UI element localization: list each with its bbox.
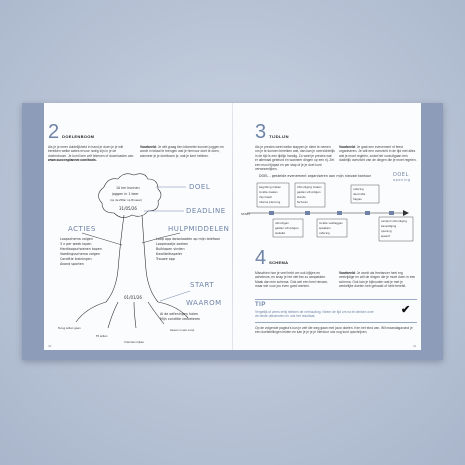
timeline-box-item: hapjes	[353, 198, 362, 201]
timeline-box-item: opening	[381, 230, 392, 233]
root-label-3: Vrienden kijken	[124, 341, 145, 344]
tools-url[interactable]: www.succesplanner.com/tools.	[48, 158, 97, 163]
left-edge-band	[22, 103, 44, 360]
acties-item: Voedingsschema volgen	[60, 252, 100, 256]
open-book-spread	[22, 103, 443, 360]
tip-text: Vergelijk of wees erbij hebben de verhouding. Neem de tijd om na te denken over de beste uitkomsten en ook het resultaat.	[255, 310, 374, 319]
right-edge-band	[421, 103, 443, 360]
acties-item: Avond sporten	[60, 262, 84, 266]
goal-tree-drawing	[44, 165, 232, 355]
root-label-4: Geven in een Loop	[170, 329, 195, 332]
timeline-start: START	[241, 212, 251, 216]
waarom-item: Mijn conditie verbeteren	[160, 317, 201, 321]
timeline-box-item: Uitnodiging maken	[297, 186, 322, 189]
page-number-right: 41	[413, 344, 417, 348]
timeline-box-item: locatie zoeken	[259, 191, 278, 194]
example-text	[140, 145, 230, 158]
timeline-goal-sub: opening	[393, 178, 411, 182]
example-body: : Je wilt graag tien kilometer kunnen joggen en wordt in totaal te brengen wat je hiervoor doet te doen, wanneer je je doelboom je, wat je kent hebben.	[140, 145, 224, 158]
crown-line-2: joggen in 1 keer	[112, 192, 139, 196]
label-deadline: DEADLINE	[186, 207, 226, 215]
timeline-title: DOEL - gestelde evenement organiseren aan mijn nieuwe kantoor	[259, 174, 372, 178]
timeline-text: Als je precies weet welke stappen je dient te nemen om je te kunnen bereiken wat, dan kan je overzichtelijk in de tijd is een tijdlijn handig. Zo weet je precies wat er allemaal gebeurd en wanneer dingen op een rij. Zet een mooi tijdpad en per stap of je je doel kunt verwezenlijken.	[255, 145, 335, 172]
hulpmiddel-item: Loop app downloaden op mijn telefoon	[156, 237, 221, 241]
example-body: : Je wordt als freelancer heel erg veelzijdige en wilt de dingen die je moet doen in een schema. Ook kan je bijhouden wat je met je werkelijke doelen heb gehaald of hebt bereikt.	[339, 271, 416, 289]
section-title: TIJDLIJN	[269, 134, 289, 139]
tip-divider-bottom	[255, 322, 417, 323]
acties-item: Hardloopschoenen kopen	[60, 247, 102, 251]
page-number-left: 40	[48, 344, 52, 348]
left-page	[44, 103, 232, 350]
crown-line-1: 10 km kunnen	[116, 186, 140, 190]
schema-example	[339, 271, 417, 289]
timeline-box-item: interne planning	[259, 201, 281, 204]
section-title: DOELENBOOM	[62, 134, 95, 139]
timeline-box-item: verzend uitnodiging	[381, 220, 407, 223]
example-label: Voorbeeld	[140, 145, 156, 149]
section-title: SCHEMA	[269, 260, 289, 265]
section-number: 3	[255, 121, 267, 143]
timeline-arrow	[403, 210, 409, 216]
checkmark-icon: ✔	[401, 304, 411, 316]
hulpmiddel-item: Loopmaatje zoeken	[156, 242, 189, 246]
root-label-1: Terug willen gaan	[58, 327, 81, 330]
example-label: Voorbeeld	[339, 145, 355, 149]
waarom-item: Al de oefeningen halen	[160, 312, 199, 316]
example-body: : Je gaat een evenement of feest organiseren. Je wilt een overzicht in de tijd met alles wat je moet regelen, zodat het vooruitgaan een duidelijk overzicht van de dingen die je moet regelen.	[339, 145, 417, 163]
timeline-box-item: locatie vastleggen	[319, 222, 343, 225]
timeline-box-item: stands	[297, 196, 306, 199]
timeline-box-item: decoratie	[353, 193, 366, 196]
timeline-box-item: catering	[353, 188, 364, 191]
tree-trunk	[106, 215, 158, 302]
label-doel: DOEL	[189, 183, 211, 191]
date-start: 01/01/26	[124, 295, 142, 300]
timeline-drawing	[233, 169, 421, 249]
section-number: 2	[48, 121, 60, 143]
timeline-box-item: website	[275, 232, 286, 235]
label-start: START	[190, 281, 215, 289]
timeline-box-item: speech	[381, 235, 391, 238]
timeline-box-item: gasten uitnodigen	[275, 227, 299, 230]
schema-text: Misschien hoe je veel hebt om ook kijkjes en acheteurs, en snap je het niet fan zo aanpakken. Maak dan een schema. Ook wel een heel nieuwe, maar wie voor jou even goed werken.	[255, 271, 328, 289]
section-2-heading	[48, 123, 94, 141]
timeline-box-item: begroting maken	[259, 186, 282, 189]
hulpmiddel-item: Kwaliteitsspeler	[156, 252, 183, 256]
tip-divider	[255, 299, 417, 300]
hulpmiddel-item: Trouwe app	[156, 257, 175, 261]
example-label: Voorbeeld	[339, 271, 355, 275]
timeline-box-item: bevestiging	[381, 225, 397, 228]
timeline-example	[339, 145, 417, 163]
hulpmiddel-item: Buiklopen vinden	[156, 247, 185, 251]
right-page	[233, 103, 421, 350]
acties-item: 3 x per week lopen	[60, 242, 92, 246]
section-4-heading	[255, 249, 288, 267]
date-deadline: 31/05/26	[119, 206, 137, 211]
intro-body: Als je je meer duidelijkheid in hand je doen je je wilt bereiken welke acties ervoor nodig zijn in je de doelenboom. Je kunt hem zelf tekenen of downloaden van:	[48, 145, 135, 158]
closing-text: Op de volgende pagina's kun je zelf die weg gaan met jouw doelen. Ken het eind van. Wil maandagavond je een doelstellingen leiden en kan je je je je hierdoor ook nog kunt opschrijven.	[255, 326, 413, 335]
acties-item: Loopschema volgen	[60, 237, 93, 241]
intro-text	[48, 145, 136, 163]
section-number: 4	[255, 247, 267, 269]
root-label-2: Fit willen	[96, 335, 108, 338]
timeline-box-item: speakers	[319, 227, 331, 230]
timeline-box-item: uitnodigen	[275, 222, 289, 225]
timeline-box-item: mijn team	[259, 196, 273, 199]
hulpmiddelen-list	[155, 237, 220, 261]
acties-item: Conditie trainingen	[60, 257, 92, 261]
timeline-goal-label: DOEL	[393, 172, 409, 178]
crown-line-3: (op de Zitter op Brussel)	[110, 199, 142, 202]
tip-title: TIP	[255, 302, 266, 308]
label-acties: ACTIES	[68, 225, 96, 233]
timeline-box-item: facturen	[297, 201, 308, 204]
label-hulpmiddelen: HULPMIDDELEN	[168, 225, 230, 233]
label-waarom: WAAROM	[186, 299, 222, 307]
section-3-heading	[255, 123, 289, 141]
timeline-box-item: catering	[319, 232, 330, 235]
timeline-box-item: gasten uitnodigen	[297, 191, 321, 194]
acties-list	[60, 237, 102, 266]
